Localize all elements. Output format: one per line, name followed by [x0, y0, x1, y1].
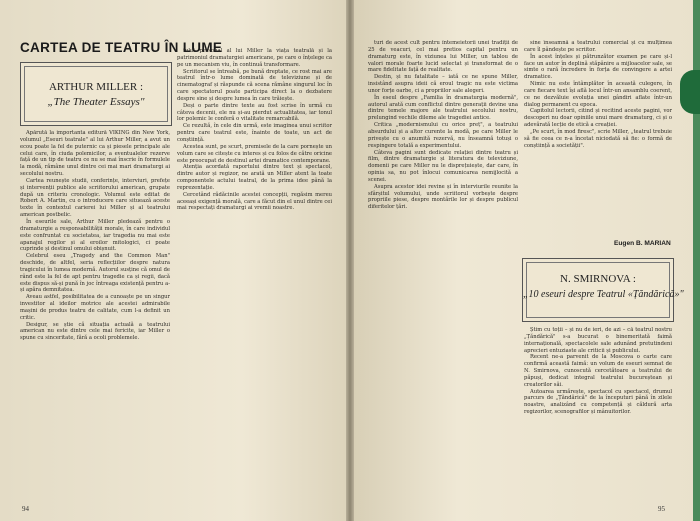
paragraph: „Pe scurt, în mod firesc", scrie Miller, „teatrul trebuie să fie ceea ce n-a încetat niciodată să fie: o formă de conștiință a societății".	[524, 128, 672, 149]
left-column-2	[177, 48, 332, 500]
review-book-title: „The Theater Essays"	[47, 96, 145, 108]
paragraph: În eseul despre „Familia în dramaturgia modernă", autorul arată cum conflictul dintre generații devine una dintre temele majore ale teatrului secolului nostru, prelungind vechile dileme ale tragediei antice.	[368, 94, 518, 122]
paragraph: Atenția acordată raportului dintre text și spectacol, dintre autor și regizor, ne arată un Miller atent la toate componentele actului teatral, de la prima idee până la reprezentație.	[177, 164, 332, 191]
paragraph: Destin, și nu fatalitate – iată ce ne spune Miller, insistând asupra ideii că eroul tragic nu este victima unor forțe oarbe, ci a propriilor sale alegeri.	[368, 74, 518, 94]
paragraph: Aveau astfel, posibilitatea de a cunoaște pe un singur investitor al ideilor motrice ale acestei admirabile mașini de produs teatru de calitate, cum l-a definit un critic.	[20, 294, 170, 321]
page-number-left: 94	[22, 505, 29, 513]
paragraph: În acest înțeles și pătrunzător examen pe care și-l face un autor în deplină stăpânire a mijloacelor sale, se simte o rară încredere în forța de convingere a artei dramatice.	[524, 53, 672, 81]
left-column-1	[20, 130, 170, 500]
paragraph: Câteva pagini sunt dedicate relației dintre teatru și film, dintre dramaturgie și literatura de televiziune, domenii pe care Miller nu le disprețuiește, dar care, în opinia sa, nu pot înlocui comunicarea nemijlocită a scenei.	[368, 149, 518, 183]
review-header-box	[20, 62, 172, 126]
paragraph: Celebrul eseu „Tragedy and the Common Man" deschide, de altfel, seria reflecțiilor despre natura tragicului în lumea modernă. Autorul susține că omul de rând este la fel de apt pentru tragedie ca și regii, dacă este dispus să-și pună în joc întreaga existență pentru a-și apăra demnitatea.	[20, 253, 170, 294]
paragraph: tului personal al lui Miller la viața teatrală și la patrimoniul dramaturgiei americane, pe care o înțelege ca pe un mecanism viu, în continuă transformare.	[177, 48, 332, 68]
paragraph: sine înseamnă a teatrului comercial și cu mulțimea care îl pândește pe scriitor.	[524, 40, 672, 53]
paragraph: Recent ne-a parvenit de la Moscova o carte care confirmă această faimă: un volum de eseuri semnat de N. Smirnova, cunoscută cercetătoare a teatrului de păpuși, dedicat integral teatrului bucureștean și creatorilor săi.	[524, 354, 672, 388]
left-page	[0, 0, 346, 521]
paragraph: Critica „modernismului cu orice preț", a teatrului absurdului și a altor curente la modă, pe care Miller le privește cu o anumită rezervă, nu înseamnă totuși o respingere totală a experimentului.	[368, 122, 518, 149]
book-gutter	[346, 0, 354, 521]
right-page	[354, 0, 700, 521]
section-title: CARTEA DE TEATRU ÎN LUME	[20, 40, 223, 55]
review-signature: Eugen B. MARIAN	[614, 240, 671, 247]
paragraph: Scriitorul se întreabă, pe bună dreptate, ce rost mai are teatrul într-o lume dominată de televiziune și de cinematograf și răspunde că scena rămâne singurul loc în care spectatorul poate participa direct la o dezbatere despre sine și despre lumea în care trăiește.	[177, 68, 332, 102]
review2-author: N. SMIRNOVA :	[560, 273, 636, 285]
page-number-right: 95	[658, 505, 665, 513]
review2-header-box	[522, 258, 684, 322]
paragraph: Nimic nu este întâmplător în această culegere, în care fiecare text își află locul într-un ansamblu coerent, ce ne dezvăluie evoluția unei gândiri aflate într-un dialog permanent cu epoca.	[524, 81, 672, 108]
paragraph: turi de acest cult pentru întemeietorii unei tradiții de 25 de veacuri, cel mai pretios capital pentru un dramaturg este, în viziunea lui Miller, un tablou de valori morale foarte lucid selectat și transformat de o mare fidelitate față de realitate.	[368, 40, 518, 74]
paragraph: Asupra acestor idei revine și în interviurile reunite la sfârșitul volumului, unde scriitorul vorbește despre propriile piese, despre montările lor și despre publicul diferitelor țări.	[368, 183, 518, 211]
paragraph: Autoarea urmărește, spectacol cu spectacol, drumul parcurs de „Țăndărică" de la începuturi până în zilele noastre, analizând cu competență și căldură arta regizorilor, scenografilor și mânuitorilor.	[524, 388, 672, 416]
paragraph: Deși o parte dintre texte au fost scrise în urmă cu câteva decenii, ele nu și-au pierdut actualitatea, iar tonul lor polemic le conferă o vitalitate remarcabilă.	[177, 102, 332, 123]
section-tab-marker	[680, 70, 700, 114]
right-column-2	[524, 40, 672, 238]
paragraph: Cercetând rădăcinile acestei concepții, regăsim mereu aceeași exigență morală, care a făcut din el unul dintre cei mai respectați dramaturgi ai vremii noastre.	[177, 191, 332, 212]
paragraph: Știm cu toții – și nu de ieri, de azi – că teatrul nostru „Țăndărică" s-a bucurat o binemeritată faimă internațională, spectacolele sale adunând pretutindeni aprecieri entuziaste ale criticii și publicului.	[524, 327, 672, 354]
paragraph: Acestea sunt, pe scurt, premisele de la care pornește un volum care se citește cu interes și cu folos de către oricine este preocupat de destinul artei dramatice contemporane.	[177, 143, 332, 164]
review-header-inner-frame	[24, 66, 168, 122]
right-column-2b	[524, 327, 672, 499]
review-author: ARTHUR MILLER :	[48, 81, 144, 93]
paragraph: Capitolul lectorii, citind și recitind aceste pagini, vor descoperi nu doar opiniile unui mare dramaturg, ci și o adevărată lecție de etică a creației.	[524, 108, 672, 129]
paragraph: În eseurile sale, Arthur Miller pledează pentru o dramaturgie a responsabilității morale, în care individul este confruntat cu societatea, iar tragedia nu mai este apanajul regilor și al eroilor mitologici, ci poate cuprinde și destinul omului obișnuit.	[20, 218, 170, 253]
paragraph: Desigur, se știe că situația actuală a teatrului american nu este dintre cele mai fericite, iar Miller o spune cu sinceritate, fără a ocoli problemele.	[20, 321, 170, 342]
paragraph: Apărută la importanta editură VIKING din New York, volumul „Eseuri teatrale" al lui Arthur Miller, a avut un ecou poate la fel de puternic ca și piesele principale ale celui care, în ciuda polemicilor, a eventualelor rezerve față de un tip de teatru ce nu se mai înscrie în formulele la modă, rămâne unul dintre cei mai mari dramaturgi ai secolului nostru.	[20, 130, 170, 178]
paragraph: Cartea reunește studii, conferințe, interviuri, prefețe și intervenții publice ale scriitorului american, grupate după un criteriu cronologic. Volumul este editat de Robert A. Martin, cu o introducere care situează aceste texte în contextul carierei lui Miller și al teatrului american postbelic.	[20, 177, 170, 219]
review2-book-title: „10 eseuri despre Teatrul «Țăndărică»"	[523, 289, 684, 300]
right-column-1	[368, 40, 518, 502]
paragraph: Ce rezultă, în cele din urmă, este imaginea unui scriitor pentru care teatrul este, înainte de toate, un act de conștiință.	[177, 123, 332, 143]
